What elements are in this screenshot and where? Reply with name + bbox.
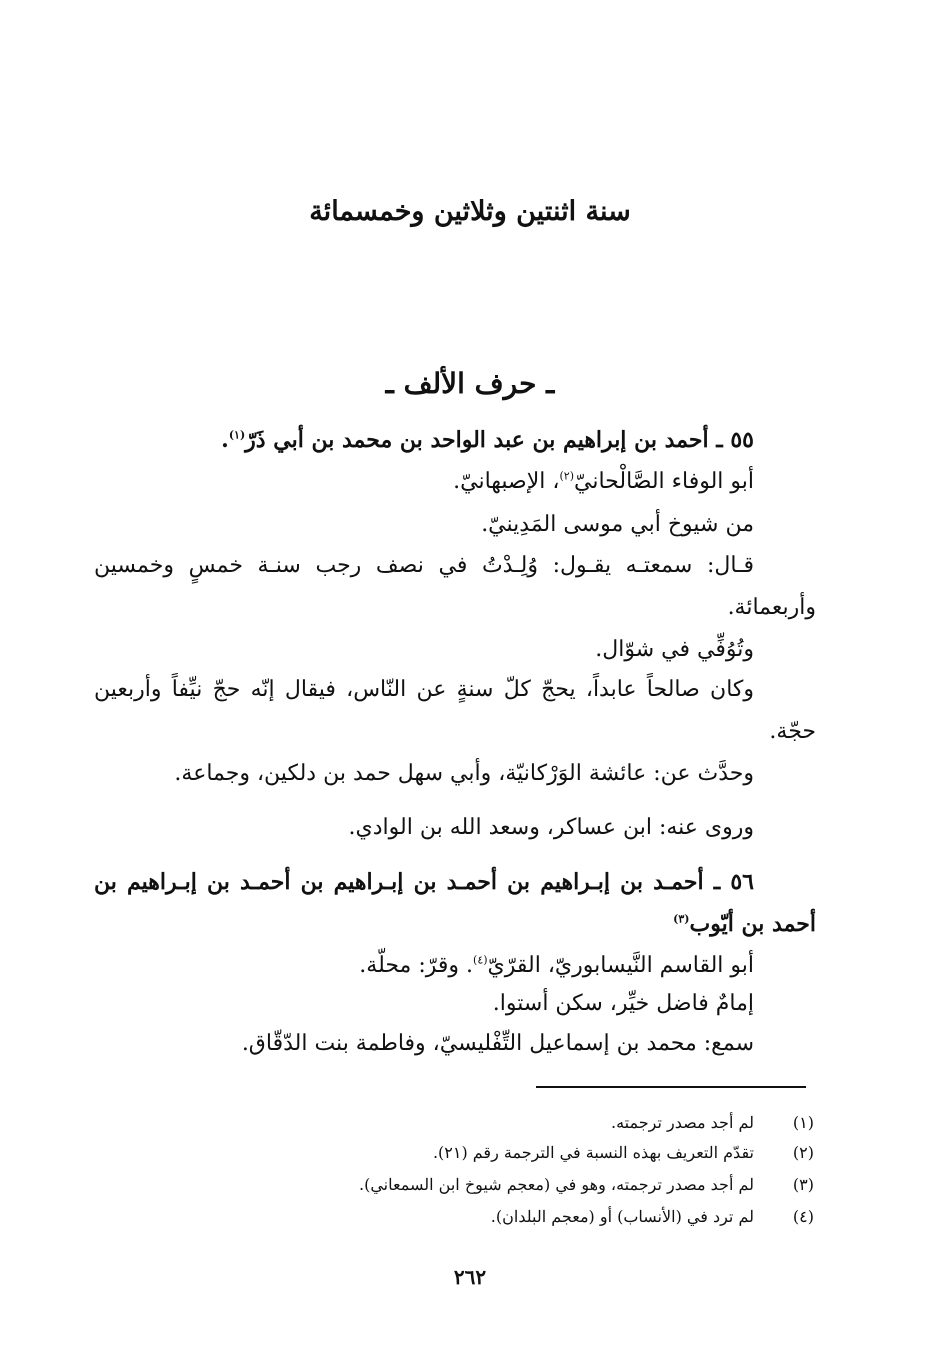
entry-56-kunya: أبو القاسم النَّيسابوريّ، القرّيّ$^{(٤)}$. وقرّ: محلّة. xyxy=(359,953,754,978)
footnote-number: (٤) xyxy=(792,1207,814,1226)
entry-56-heading-line-2: أحمد بن أيّوب$^{(٣)}$ xyxy=(673,911,816,937)
entry-55-birth-line-1: قـال: سمعتـه يقـول: وُلِـدْتُ في نصف رجب سنـة خمسٍ وخمسين xyxy=(94,553,754,578)
footnote-ref-4: (٤) xyxy=(473,953,488,967)
entry-56-imam: إمامٌ فاضل خيِّر، سكن أستوا. xyxy=(492,991,754,1016)
footnote-ref-3: (٣) xyxy=(673,912,690,926)
entry-55-shaykh: من شيوخ أبي موسى المَدِينيّ. xyxy=(481,512,754,537)
entry-55-narrators: وروى عنه: ابن عساكر، وسعد الله بن الوادي. xyxy=(348,815,754,840)
entry-55-piety-line-2: حجّة. xyxy=(769,719,816,744)
footnote-number: (٢) xyxy=(792,1143,814,1162)
entry-55-death: وتُوُفِّي في شوّال. xyxy=(595,637,754,662)
entry-55-kunya: أبو الوفاء الصَّالْحانيّ$^{(٢)}$، الإصبهانيّ. xyxy=(453,469,754,494)
section-title: ـ حرف الألف ـ xyxy=(385,367,555,400)
entry-55-piety-line-1: وكان صالحاً عابداً، يحجّ كلّ سنةٍ عن النّاس، فيقال إنّه حجّ نيِّفاً وأربعين xyxy=(94,677,754,702)
footnote-text: لم ترد في (الأنساب) أو (معجم البلدان). xyxy=(490,1207,754,1226)
entry-55-birth-line-2: وأربعمائة. xyxy=(727,595,816,620)
entry-55-heading: ٥٥ ـ أحمد بن إبراهيم بن عبد الواحد بن محمد بن أبي ذَرّ$^{(١)}$. xyxy=(221,427,754,453)
footnote-text: تقدّم التعريف بهذه النسبة في الترجمة رقم (٢١). xyxy=(432,1143,754,1162)
year-title: سنة اثنتين وثلاثين وخمسمائة xyxy=(309,196,631,227)
footnote-ref-1: (١) xyxy=(228,428,246,442)
footnote-text: لم أجد مصدر ترجمته، وهو في (معجم شيوخ ابن السمعاني). xyxy=(359,1175,754,1194)
footnote-ref-2: (٢) xyxy=(559,469,574,483)
entry-56-heading-line-1: ٥٦ ـ أحمـد بن إبـراهيم بن أحمـد بن إبـراهيم بن أحمـد بن إبـراهيم بن xyxy=(94,869,754,895)
footnote-number: (٣) xyxy=(792,1175,814,1194)
entry-56-heard: سمع: محمد بن إسماعيل التِّفْليسيّ، وفاطمة بنت الدّقّاق. xyxy=(241,1031,754,1056)
footnote-divider xyxy=(536,1086,806,1088)
entry-55-hadith: وحدَّث عن: عائشة الوَرْكانيّة، وأبي سهل حمد بن دلكين، وجماعة. xyxy=(174,761,754,786)
footnote-number: (١) xyxy=(792,1113,814,1132)
footnote-text: لم أجد مصدر ترجمته. xyxy=(611,1113,754,1132)
page-number: ٢٦٢ xyxy=(453,1265,487,1289)
